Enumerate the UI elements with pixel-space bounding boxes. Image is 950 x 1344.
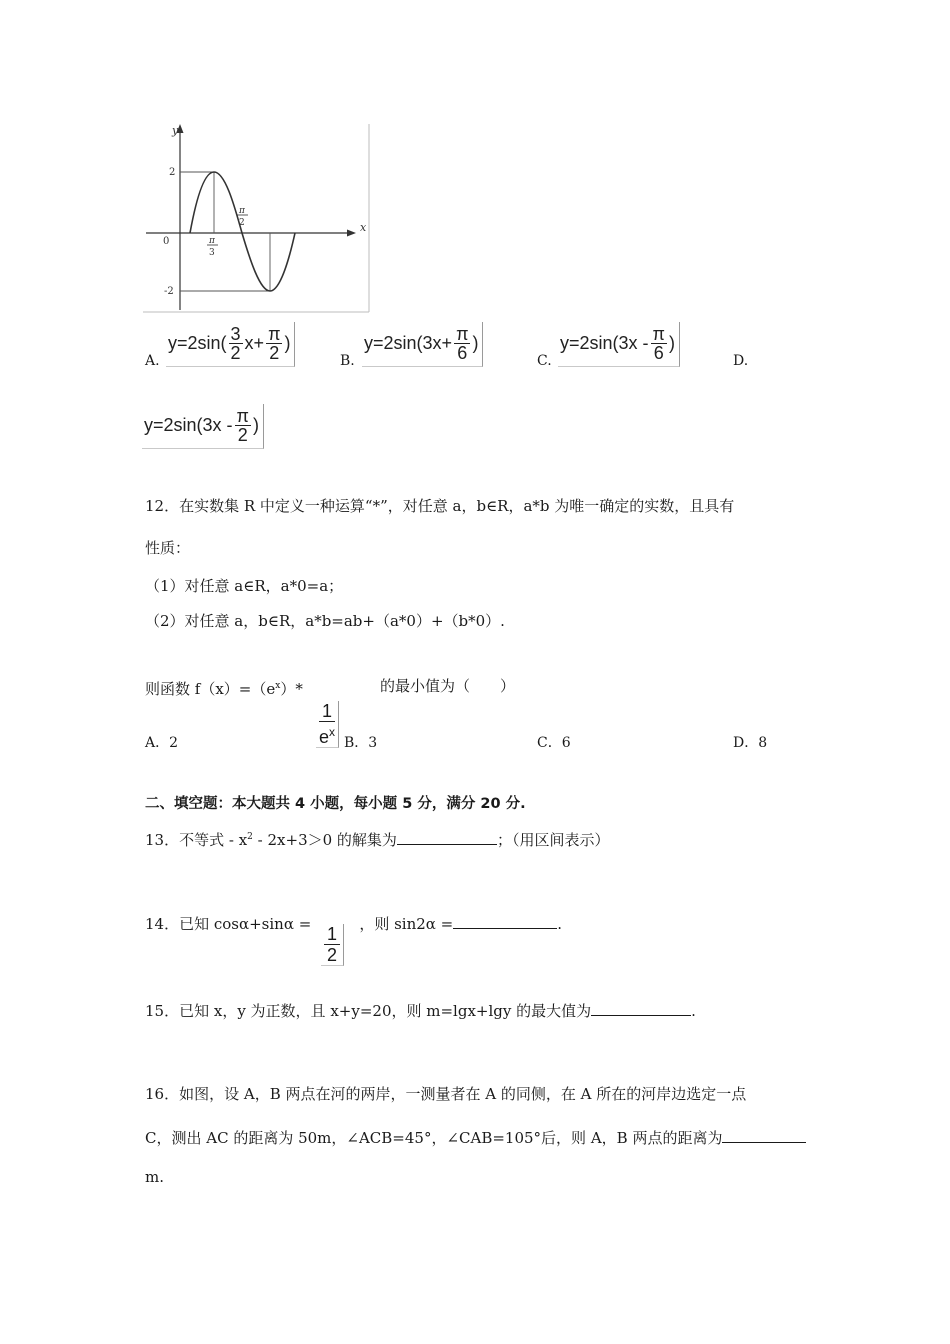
q12-question: [145, 677, 303, 698]
q12-question-tail: 的最小值为（ ）: [380, 677, 516, 695]
pi-over-3-den: 3: [209, 248, 215, 258]
fraction-numerator: 1: [319, 701, 335, 722]
question-text: ）*: [280, 680, 303, 698]
q11-option-b-formula: [362, 322, 483, 367]
q13-question: [145, 828, 609, 849]
y-axis-label: y: [172, 124, 179, 137]
x-axis-label: x: [360, 221, 367, 234]
fraction-denominator: 2: [327, 945, 338, 965]
answer-blank[interactable]: [722, 1127, 806, 1143]
question-text: 则函数 f（x）=（e: [145, 680, 276, 698]
q16-line1: 16．如图，设 A，B 两点在河的两岸，一测量者在 A 的同侧，在 A 所在的河岸边选定一点: [145, 1085, 747, 1103]
q11-option-b-letter: B.: [340, 353, 355, 369]
formula-text: ): [252, 414, 259, 435]
q12-option-c: C．6: [537, 735, 571, 751]
q12-line2: 性质：: [145, 539, 191, 557]
q14-fraction-box: [321, 924, 344, 966]
formula-text: ): [284, 332, 291, 353]
pi-over-2-num: π: [239, 206, 245, 216]
q12-property-2: （2）对任意 a，b∈R，a*b=ab+（a*0）+（b*0）.: [145, 612, 505, 630]
answer-blank[interactable]: [591, 1000, 691, 1016]
q11-option-d-formula: [142, 404, 264, 449]
formula-text: y=2sin(3x -: [560, 332, 649, 353]
q12-option-d: D．8: [733, 735, 768, 751]
pi-over-2-den: 2: [239, 218, 245, 228]
question-text: 13．不等式 - x: [145, 831, 248, 849]
question-text: ；（用区间表示）: [496, 831, 610, 849]
superscript: x: [275, 681, 281, 691]
answer-blank[interactable]: [453, 913, 557, 929]
q11-option-a-letter: A.: [145, 353, 160, 369]
section-2-heading: 二、填空题：本大题共 4 小题，每小题 5 分，满分 20 分.: [145, 796, 526, 812]
q11-option-d-letter: D.: [733, 353, 749, 369]
question-text: .: [557, 915, 563, 933]
tick-neg2-label: -2: [164, 286, 174, 297]
formula-text: y=2sin(3x -: [144, 414, 233, 435]
fraction: $\frac{3}{2}$: [230, 323, 241, 363]
q11-option-a-formula: [166, 322, 295, 367]
q12-option-b: B．3: [344, 735, 378, 751]
fraction-numerator: 1: [324, 924, 340, 945]
question-text: 15．已知 x，y 为正数，且 x+y=20，则 m=lgx+lgy 的最大值为: [145, 1002, 592, 1020]
q14-question: [145, 913, 562, 933]
question-text: .: [691, 1002, 696, 1020]
question-text: C，测出 AC 的距离为 50m，∠ACB=45°，∠CAB=105°后，则 A，B 两点的距离为: [145, 1129, 723, 1147]
formula-text: ): [668, 332, 675, 353]
fraction-denominator: $e^x$: [319, 725, 336, 747]
question-text: - 2x+3＞0 的解集为: [252, 831, 397, 849]
formula-text: ): [472, 332, 479, 353]
q12-line1: 12．在实数集 R 中定义一种运算“*”，对任意 a，b∈R，a*b 为唯一确定的实数，且具有: [145, 497, 735, 515]
question-text: ，则 sin2α =: [359, 915, 454, 933]
fraction: $\frac{\pi}{2}$: [268, 323, 281, 363]
formula-text: x+: [244, 332, 265, 353]
formula-text: y=2sin(: [168, 332, 227, 353]
fraction: $\frac{\pi}{2}$: [236, 405, 249, 445]
origin-label: 0: [163, 236, 170, 247]
q16-line3: m.: [145, 1168, 164, 1186]
answer-blank[interactable]: [397, 829, 497, 845]
q11-option-c-formula: [558, 322, 680, 367]
fraction: $\frac{\pi}{6}$: [456, 323, 469, 363]
q12-fraction-box: [316, 701, 339, 748]
q12-property-1: （1）对任意 a∈R，a*0=a；: [145, 577, 344, 595]
question-text: 14．已知 cosα+sinα =: [145, 915, 312, 933]
q11-option-c-letter: C.: [537, 353, 552, 369]
q12-option-a: A．2: [145, 735, 179, 751]
tick-2-label: 2: [169, 167, 176, 178]
fraction: $\frac{\pi}{6}$: [652, 323, 665, 363]
superscript: 2: [247, 832, 253, 842]
q15-question: [145, 1000, 696, 1020]
sine-graph-figure: [142, 120, 374, 316]
q16-line2: [145, 1127, 806, 1147]
formula-text: y=2sin(3x+: [364, 332, 453, 353]
pi-over-3-num: π: [209, 236, 215, 246]
